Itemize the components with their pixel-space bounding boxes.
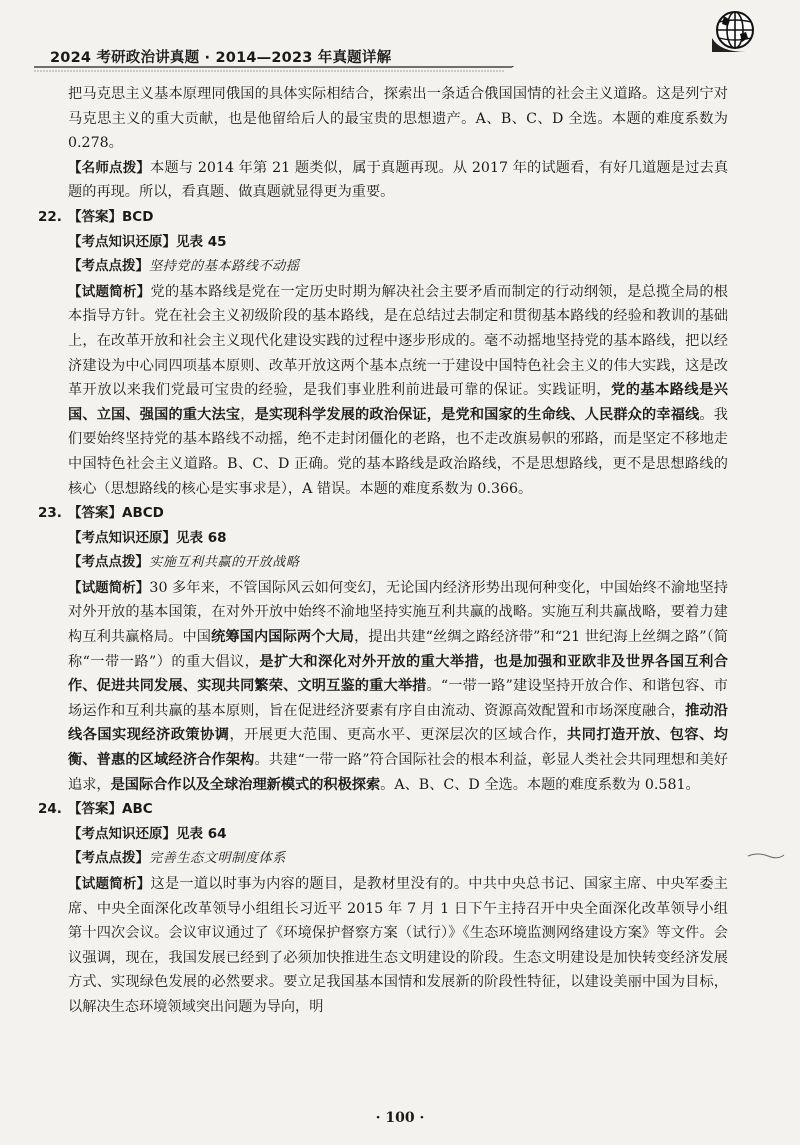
- globe-icon: [710, 8, 756, 54]
- brief-analysis: [68, 576, 728, 797]
- key-point: [68, 550, 728, 576]
- restore-value: 见表 68: [176, 529, 227, 546]
- intro-paragraph: 把马克思主义基本原理同俄国的具体实际相结合，探索出一条适合俄国国情的社会主义道路。这是列宁对马克思主义的重大贡献，也是他留给后人的最宝贵的思想遗产。A、B、C、D 全选。本题的难度系数为 0.278。: [68, 86, 728, 152]
- brief-text: 党的基本路线是党在一定历史时期为解决社会主要矛盾而制定的行动纲领，是总揽全局的根本指导方针。党在社会主义初级阶段的基本路线，是在总结过去制定和贯彻基本路线的经验和教训的基础上，在改革开放和社会主义现代化建设实践的过程中逐步形成的。毫不动摇地坚持党的基本路线，把以经济建设为中心同四项基本原则、改革开放这两个基本点统一于建设中国特色社会主义的伟大实践，这是改革开放以来我们党最可宝贵的经验，是我们事业胜利前进最可靠的保证。实践证明，: [68, 283, 728, 399]
- question-24: [38, 797, 728, 822]
- answer-value: BCD: [122, 208, 154, 225]
- point-value: 实施互利共赢的开放战略: [149, 555, 300, 571]
- brief-bold: 共同打造开放、包容、均衡、普惠的区域经济合作架构: [68, 727, 728, 769]
- brief-bold: 推动沿线各国实现经济政策协调: [68, 702, 728, 744]
- brief-text: 。我们要始终坚持党的基本路线不动摇，绝不走封闭僵化的老路，也不走改旗易帜的邪路，而是坚定不移地走中国特色社会主义道路。B、C、D 正确。党的基本路线是政治路线，不是思想路线，更不是思想路线的核心（思想路线的核心是实事求是），A 错误。本题的难度系数为 0.366。: [68, 406, 728, 497]
- brief-analysis: [68, 280, 728, 501]
- knowledge-restore: [68, 230, 728, 255]
- answer-label: 【答案】: [68, 208, 122, 225]
- tip-text: 本题与 2014 年第 21 题类似，属于真题再现。从 2017 年的试题看，有好几道题是过去真题的再现。所以，看真题、做真题就显得更为重要。: [68, 159, 729, 201]
- knowledge-restore: [68, 526, 728, 551]
- brief-bold: 是实现科学发展的政治保证，是党和国家的生命线、人民群众的幸福线: [254, 406, 700, 423]
- point-label: 【考点点拨】: [68, 258, 149, 275]
- point-value: 完善生态文明制度体系: [149, 851, 286, 867]
- brief-text: ，提出共建“丝绸之路经济带”和“21 世纪海上丝绸之路”（简称“一带一路”）的重大倡议，: [68, 629, 728, 670]
- header-title: 2024 考研政治讲真题 · 2014—2023 年真题详解: [50, 50, 392, 66]
- point-label: 【考点点拨】: [68, 554, 149, 571]
- intro-tip: [68, 156, 728, 205]
- question-23: [38, 501, 728, 526]
- question-number: 22.: [38, 208, 62, 225]
- key-point: [68, 254, 728, 280]
- question-number: 23.: [38, 505, 62, 522]
- scan-mark: [746, 850, 786, 862]
- brief-text: 。A、B、C、D 全选。本题的难度系数为 0.581。: [380, 776, 700, 793]
- point-label: 【考点点拨】: [68, 850, 149, 867]
- brief-text: ，开展更大范围、更高水平、更深层次的区域合作，: [229, 727, 568, 744]
- answer-value: ABCD: [122, 505, 164, 522]
- page-number: · 100 ·: [375, 1110, 425, 1126]
- restore-label: 【考点知识还原】: [68, 529, 176, 546]
- page-header: [34, 0, 774, 72]
- brief-text: 这是一道以时事为内容的题目，是教材里没有的。中共中央总书记、国家主席、中央军委主席、中央全面深化改革领导小组组长习近平 2015 年 7 月 1 日下午主持召开中央全面深化改革领导小组第十四次会议。会议审议通过了《环境保护督察方案（试行）》《生态环境监测网络建设方案》等文件。会议强调，现在，我国发展已经到了必须加快推进生态文明建设的阶段。生态文明建设是加快转变经济发展方式、实现绿色发展的必然要求。要立足我国基本国情和发展新的阶段性特征，以建设美丽中国为目标，以解决生态环境领域突出问题为导向，明: [68, 876, 728, 1015]
- tip-label: 【名师点拨】: [68, 159, 151, 176]
- brief-text: 30 多年来，不管国际风云如何变幻，无论国内经济形势出现何种变化，中国始终不渝地坚持对外开放的基本国策，在对外开放中始终不渝地坚持实施互利共赢的战略。实施互利共赢战略，要着力建构互利共赢格局。中国: [68, 579, 728, 646]
- brief-label: 【试题简析】: [68, 579, 150, 596]
- brief-bold: 党的基本路线是兴国、立国、强国的重大法宝: [68, 382, 728, 423]
- brief-bold: 统筹国内国际两个大局: [211, 629, 355, 646]
- point-value: 坚持党的基本路线不动摇: [149, 259, 300, 275]
- restore-label: 【考点知识还原】: [68, 233, 176, 250]
- question-number: 24.: [38, 801, 62, 818]
- key-point: [68, 846, 728, 872]
- question-22: [38, 205, 728, 230]
- restore-label: 【考点知识还原】: [68, 825, 176, 842]
- page-content: [38, 82, 729, 1020]
- brief-text: 。共建“一带一路”符合国际社会的根本利益，彰显人类社会共同理想和美好追求，: [68, 752, 728, 793]
- answer-label: 【答案】: [68, 505, 122, 522]
- header-rule: [34, 66, 774, 74]
- brief-text: ，: [240, 406, 255, 423]
- answer-value: ABC: [122, 801, 153, 818]
- brief-analysis: [68, 872, 728, 1020]
- brief-text: 。“一带一路”建设坚持开放合作、和谐包容、市场运作和互利共赢的基本原则，旨在促进经济要素有序自由流动、资源高效配置和市场深度融合，: [68, 678, 728, 719]
- answer-label: 【答案】: [68, 801, 122, 818]
- knowledge-restore: [68, 822, 728, 847]
- restore-value: 见表 64: [176, 825, 227, 842]
- brief-label: 【试题简析】: [68, 876, 151, 892]
- brief-bold: 是扩大和深化对外开放的重大举措，也是加强和亚欧非及世界各国互利合作、促进共同发展、实现共同繁荣、文明互鉴的重大举措: [68, 653, 728, 695]
- brief-label: 【试题简析】: [68, 283, 151, 300]
- brief-bold: 是国际合作以及全球治理新模式的积极探索: [110, 776, 381, 793]
- restore-value: 见表 45: [176, 233, 227, 250]
